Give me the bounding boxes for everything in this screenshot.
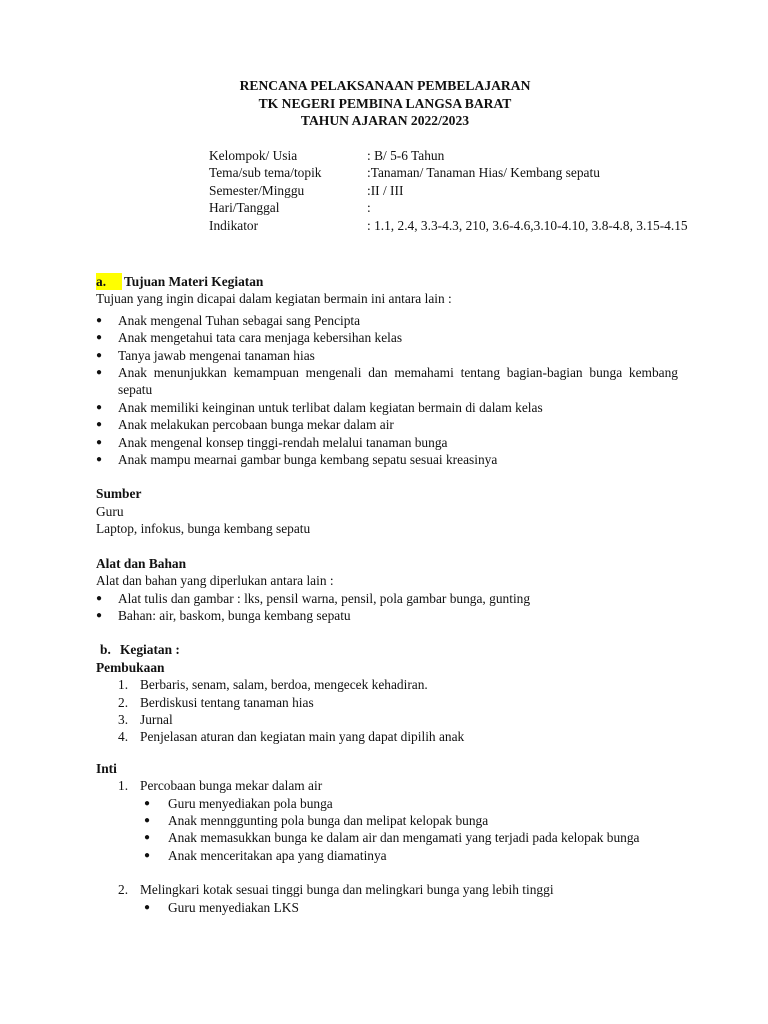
document-body	[96, 273, 678, 916]
info-row-kelompok	[209, 147, 689, 164]
sumber-title: Sumber	[96, 486, 142, 502]
section-a-heading	[96, 273, 678, 290]
alat-title: Alat dan Bahan	[96, 555, 187, 571]
item-text: Penjelasan aturan dan kegiatan main yang dapat dipilih anak	[140, 729, 465, 745]
list-item: ● Anak memiliki keinginan untuk terlibat dalam kegiatan bermain di dalam kelas	[96, 399, 678, 416]
info-value: :Tanaman/ Tanaman Hias/ Kembang sepatu	[367, 165, 600, 181]
item-number: 4.	[118, 729, 129, 745]
list-item: ● Anak menunjukkan kemampuan mengenali dan memahami tentang bagian-bagian bunga kembang sepatu	[96, 364, 678, 399]
inti-step-1	[96, 777, 678, 794]
item-number: 2.	[118, 882, 129, 898]
section-a-intro: Tujuan yang ingin dicapai dalam kegiatan bermain ini antara lain :	[96, 291, 452, 307]
list-item: ● Anak mennggunting pola bunga dan melipat kelopak bunga	[144, 812, 678, 829]
inti-step-1-list	[96, 795, 678, 865]
item-text: Berbaris, senam, salam, berdoa, mengecek kehadiran.	[140, 677, 428, 693]
alat-list	[96, 590, 678, 625]
inti-step-2	[96, 881, 678, 898]
pembukaan-list	[96, 676, 678, 746]
list-item: ● Bahan: air, baskom, bunga kembang sepatu	[96, 607, 678, 624]
list-item	[96, 711, 678, 728]
header-school: TK NEGERI PEMBINA LANGSA BARAT	[258, 95, 512, 111]
section-b-heading	[96, 641, 678, 658]
info-label: Hari/Tanggal	[209, 200, 280, 216]
section-b-title: Kegiatan :	[120, 642, 180, 658]
list-item	[96, 777, 678, 794]
alat-intro: Alat dan bahan yang diperlukan antara lain :	[96, 573, 334, 589]
info-value: :II / III	[367, 182, 404, 198]
list-item: ● Tanya jawab mengenai tanaman hias	[96, 347, 678, 364]
highlight-marker	[96, 273, 122, 290]
sumber-line: Guru	[96, 503, 124, 519]
item-number: 1.	[118, 778, 129, 794]
sumber-line: Laptop, infokus, bunga kembang sepatu	[96, 521, 311, 537]
info-label: Kelompok/ Usia	[209, 148, 298, 163]
item-text: Melingkari kotak sesuai tinggi bunga dan melingkari bunga yang lebih tinggi	[140, 882, 554, 898]
list-item	[96, 728, 678, 745]
info-row-semester	[209, 182, 689, 199]
inti-title: Inti	[96, 760, 117, 776]
list-item: ● Anak mengenal konsep tinggi-rendah melalui tanaman bunga	[96, 434, 678, 451]
info-row-tema	[209, 164, 689, 181]
list-item: ● Alat tulis dan gambar : lks, pensil warna, pensil, pola gambar bunga, gunting	[96, 590, 678, 607]
section-a-marker: a.	[96, 274, 107, 289]
list-item: ● Guru menyediakan pola bunga	[144, 795, 678, 812]
list-item	[96, 694, 678, 711]
item-text: Percobaan bunga mekar dalam air	[140, 778, 323, 794]
inti-step-2-list	[96, 899, 678, 916]
list-item: ● Anak melakukan percobaan bunga mekar dalam air	[96, 416, 678, 433]
section-a-title: Tujuan Materi Kegiatan	[124, 274, 264, 289]
info-row-hari	[209, 199, 689, 216]
list-item	[96, 881, 678, 898]
pembukaan-title: Pembukaan	[96, 659, 165, 675]
info-row-indikator	[209, 217, 689, 234]
item-text: Berdiskusi tentang tanaman hias	[140, 694, 314, 710]
list-item: ● Anak mengenal Tuhan sebagai sang Pencipta	[96, 312, 678, 329]
info-value: : 1.1, 2.4, 3.3-4.3, 210, 3.6-4.6,3.10-4.10, 3.8-4.8, 3.15-4.15	[367, 217, 688, 233]
info-label: Tema/sub tema/topik	[209, 165, 322, 181]
info-label: Semester/Minggu	[209, 182, 305, 198]
item-number: 1.	[118, 677, 129, 693]
item-number: 3.	[118, 711, 129, 727]
list-item	[96, 676, 678, 693]
info-table	[209, 147, 689, 234]
list-item: ● Anak menceritakan apa yang diamatinya	[144, 847, 678, 864]
list-item: ● Anak mengetahui tata cara menjaga kebersihan kelas	[96, 329, 678, 346]
item-text: Jurnal	[140, 711, 173, 727]
section-b-marker: b.	[100, 642, 111, 658]
goals-list	[96, 312, 678, 469]
header-title: RENCANA PELAKSANAAN PEMBELAJARAN	[239, 78, 531, 93]
info-value: : B/ 5-6 Tahun	[367, 148, 445, 163]
info-label: Indikator	[209, 217, 259, 233]
document-header	[0, 77, 768, 130]
item-number: 2.	[118, 694, 129, 710]
info-value: :	[367, 200, 371, 216]
header-year: TAHUN AJARAN 2022/2023	[300, 113, 470, 129]
list-item: ● Anak memasukkan bunga ke dalam air dan mengamati yang terjadi pada kelopak bunga	[144, 829, 678, 846]
list-item: ● Anak mampu mearnai gambar bunga kembang sepatu sesuai kreasinya	[96, 451, 678, 468]
list-item: ● Guru menyediakan LKS	[144, 899, 678, 916]
